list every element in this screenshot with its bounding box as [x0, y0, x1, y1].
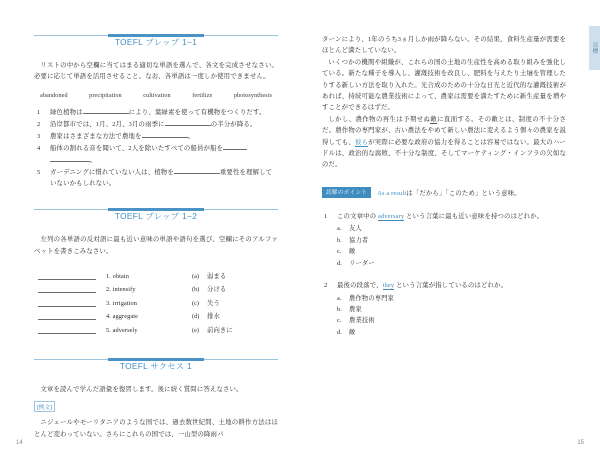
matching-meaning: 前向きに	[207, 327, 233, 335]
word-bank-item: precipitation	[89, 91, 122, 99]
choice-text: リーダー	[349, 259, 375, 267]
choice-item[interactable]	[337, 223, 566, 234]
choice-letter: c.	[337, 317, 342, 325]
choice-item[interactable]	[337, 315, 566, 326]
matching-term	[106, 313, 192, 320]
choice-item[interactable]	[337, 304, 566, 315]
matching-answer-blank[interactable]	[38, 311, 96, 320]
fill-blank-item	[34, 119, 278, 130]
page-number-right: 15	[577, 440, 584, 446]
reading-question	[322, 211, 566, 269]
matching-term-text: obtain	[112, 272, 129, 280]
word-bank	[40, 92, 272, 99]
reading-question	[322, 280, 566, 338]
passage-keyword-they: 彼ら	[354, 138, 369, 146]
matching-number: 3.	[106, 299, 111, 307]
choice-text: 敵	[349, 248, 356, 256]
choice-letter: a.	[337, 294, 342, 302]
choice-letter: d.	[337, 259, 343, 267]
item-text-pre: 沿岸都市では、1月、2月、3月の雨季に	[50, 121, 165, 129]
matching-meaning: 失う	[207, 299, 220, 307]
passage-paragraph-3: しかし、農作物の再生は予期せぬ敵に直面する。その敵とは、制度の不十分さだ。農作物の専門家が、古い農法をやめて新しい農法に変えるよう個々の農家を説得しても、彼らが実際に必要な政府の協力を得ることは容易ではない。最大のハードルは、政治的な腐敗、不十分な制度、そしてマーケティング・インフラの欠如なのだ。	[322, 115, 567, 169]
item-number: 5	[37, 168, 41, 176]
page-number-left: 14	[16, 440, 23, 446]
word-bank-item: fertilize	[192, 91, 213, 99]
choice-letter: d.	[337, 328, 343, 336]
hint-text	[377, 188, 521, 197]
section-title: TOEFL プレップ 1−2	[114, 212, 198, 222]
matching-answer-blank[interactable]	[38, 284, 96, 293]
choice-text: 協力者	[349, 236, 369, 244]
matching-number: 4.	[106, 313, 111, 321]
section-title: TOEFL サクセス 1	[119, 362, 193, 372]
matching-row	[38, 320, 282, 334]
matching-answer-blank[interactable]	[38, 325, 96, 334]
item-text-pre: 緑色植物は	[50, 108, 83, 116]
hint-badge: 読解のポイント	[322, 187, 371, 198]
item-text-post: 重要性を理解していないかもしれない。	[50, 168, 273, 188]
passage-paragraph-2: いくつかの機関や組織が、これらの国の土地の生産性を高める取り組みを強化している。新たな種子を導入し、灌漑技術を改良し、肥料を与えたり土壌を管理したりする新しい方法を取り入れた。光合成のための十分な日光と近代的な灌漑技術があれば、持続可能な農業技術によって、農家は需要を満たすために新生産量を増やすことができるはずだ。	[322, 58, 566, 112]
section-header-prep-1-2	[34, 208, 278, 225]
hint-body: は「だから」「このため」という意味。	[406, 189, 521, 197]
choice-list	[337, 293, 566, 339]
question-text-pre: 最後の段落で、	[337, 282, 383, 290]
passage-paragraph-1: ターンにより、1年のうち3ヵ月しか雨が降らない。その結果、食料生産量が需要をほとんど満たしていない。	[322, 36, 566, 55]
choice-item[interactable]	[337, 235, 566, 246]
reading-questions	[322, 211, 566, 338]
choice-item[interactable]	[337, 293, 566, 304]
matching-row	[38, 307, 282, 321]
section-header-success-1	[34, 358, 278, 375]
question-text-pre: この文章中の	[337, 213, 378, 221]
choice-text: 農業技術	[349, 317, 375, 325]
matching-term-text: intensify	[112, 286, 136, 294]
instructions-prep-1-1: リストの中から空欄に当てはまる適切な単語を選んで、各文を完成させなさい。必要に応じて単語を活用させること。なお、各単語は一度しか使用できません。	[34, 62, 278, 81]
thumb-tab-label: 目標	[591, 42, 598, 54]
item-text-post: 。	[90, 156, 97, 164]
matching-letter: (d)	[192, 313, 200, 321]
reading-hint	[322, 187, 566, 198]
choice-letter: c.	[337, 248, 342, 256]
matching-meaning: 弱まる	[207, 272, 227, 280]
matching-row	[38, 266, 282, 280]
choice-text: 農家	[349, 305, 362, 313]
item-number: 1	[37, 108, 41, 116]
answer-blank-cont[interactable]	[50, 155, 90, 162]
question-number: 2	[324, 282, 328, 290]
word-bank-item: cultivation	[143, 91, 171, 99]
item-text-post: により、葉緑素を使って有機物をつくりだす。	[128, 108, 266, 116]
matching-meaning: 排水	[207, 313, 220, 321]
word-bank-item: abandoned	[40, 91, 68, 99]
matching-term	[106, 327, 192, 334]
matching-term-text: adversely	[112, 327, 138, 335]
matching-number: 5.	[106, 327, 111, 335]
choice-letter: b.	[337, 305, 343, 313]
item-number: 2	[37, 121, 41, 129]
choice-letter: b.	[337, 236, 343, 244]
fill-blank-item	[34, 167, 278, 189]
choice-list	[337, 223, 566, 269]
question-text-post: という言葉に最も近い意味を持つのはどれか。	[404, 213, 544, 221]
choice-text: 友人	[349, 225, 362, 233]
choice-item[interactable]	[337, 246, 566, 257]
fill-blank-item	[34, 107, 278, 118]
fill-blank-item	[34, 131, 278, 142]
passage-underlined-word: 敵	[430, 115, 438, 123]
matching-number: 1.	[106, 272, 111, 280]
answer-blank[interactable]	[83, 107, 129, 114]
question-number: 1	[324, 213, 328, 221]
example-tag: [例文]	[34, 401, 55, 412]
matching-term-text: irrigation	[112, 299, 138, 307]
section-header-prep-1-1	[34, 34, 278, 51]
instructions-prep-1-2: 左列の各単語の反対語に最も近い意味の単語や語句を選び、空欄にそのアルファベットを書きこみなさい。	[34, 236, 278, 255]
fill-blank-list	[34, 107, 278, 189]
instructions-success-1: 文章を読んで学んだ語彙を復習します。後に続く質問に答えなさい。	[40, 386, 243, 394]
matching-term	[106, 286, 192, 293]
choice-text: 敵	[349, 328, 356, 336]
fill-blank-item	[34, 143, 278, 165]
matching-letter: (b)	[192, 286, 200, 294]
item-text-pre: ガーデニングに慣れていない人は、植物を	[50, 168, 174, 176]
item-text-pre: 農家はさまざまな方法で農地を	[50, 133, 142, 141]
choice-item[interactable]	[337, 327, 566, 338]
matching-row	[38, 293, 282, 307]
question-keyword: adversary	[378, 213, 405, 221]
matching-answer-blank[interactable]	[38, 271, 96, 280]
hint-keyword: As a result	[377, 189, 407, 197]
matching-term	[106, 273, 192, 280]
matching-term	[106, 300, 192, 307]
answer-blank[interactable]	[174, 167, 220, 174]
matching-letter: (a)	[192, 272, 199, 280]
matching-letter: (e)	[192, 327, 199, 335]
item-text-post: 。	[187, 133, 195, 141]
right-page	[300, 0, 600, 462]
item-number: 3	[37, 133, 41, 141]
matching-letter: (c)	[192, 299, 199, 307]
matching-number: 2.	[106, 286, 111, 294]
matching-exercise	[38, 266, 282, 334]
matching-meaning: 分ける	[207, 286, 227, 294]
item-text-pre: 船体の割れる音を聞いて、2人を除いたすべての船員が船を	[50, 145, 224, 153]
answer-blank[interactable]	[165, 119, 211, 126]
choice-letter: a.	[337, 225, 342, 233]
section-title: TOEFL プレップ 1−1	[114, 38, 198, 47]
answer-blank[interactable]	[223, 143, 247, 150]
word-bank-item: photosynthesis	[233, 91, 272, 99]
choice-text: 農作物の専門家	[349, 294, 395, 302]
choice-item[interactable]	[337, 258, 566, 269]
chapter-thumb-tab	[589, 26, 600, 70]
question-keyword: they	[382, 282, 395, 290]
matching-row	[38, 280, 282, 294]
matching-answer-blank[interactable]	[38, 298, 96, 307]
matching-term-text: aggregate	[112, 313, 138, 321]
question-text-post: という言葉が指しているのはどれか。	[394, 282, 508, 290]
passage-start: ニジェールやモーリタニアのような国では、過去数世紀間、土地の耕作方法はほとんど変わっていない。さらにこれらの国では、一山型の降雨パ	[34, 419, 278, 438]
item-number: 4	[37, 145, 41, 153]
answer-blank[interactable]	[142, 131, 188, 138]
item-text-post: の半分が降る。	[210, 121, 257, 129]
